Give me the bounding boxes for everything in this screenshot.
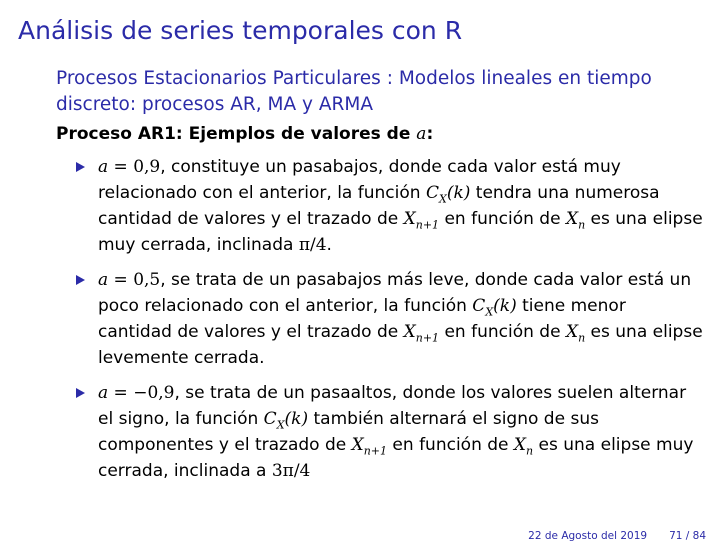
item-variable: a bbox=[98, 383, 109, 403]
footer-page-number: 71 / 84 bbox=[669, 530, 706, 542]
item-equals: = bbox=[108, 383, 134, 403]
item-x-symbol: X bbox=[403, 322, 416, 342]
footer-date: 22 de Agosto del 2019 bbox=[528, 530, 648, 542]
item-x-symbol: X bbox=[513, 435, 527, 455]
item-function-arg: (k) bbox=[446, 183, 471, 203]
item-function-subscript: X bbox=[438, 192, 447, 206]
item-value: 0,5 bbox=[133, 270, 161, 290]
item-function-symbol: C bbox=[472, 296, 486, 316]
bullet-list bbox=[76, 154, 704, 493]
item-angle: π/4 bbox=[298, 235, 327, 255]
item-x-symbol: X bbox=[565, 322, 579, 342]
item-variable: a bbox=[98, 157, 109, 177]
item-x-subscript: n bbox=[526, 444, 534, 458]
slide-title: Análisis de series temporales con R bbox=[18, 16, 463, 45]
item-text: tendra una numerosa cantidad de valores y el trazado de bbox=[98, 183, 660, 229]
block-heading-colon: : bbox=[426, 124, 434, 144]
item-function-arg: (k) bbox=[284, 409, 309, 429]
item-text: tiene menor cantidad de valores y el trazado de bbox=[98, 296, 626, 342]
item-x-symbol: X bbox=[351, 435, 364, 455]
item-variable: a bbox=[98, 270, 109, 290]
block-heading bbox=[56, 124, 433, 144]
item-function-arg: (k) bbox=[493, 296, 517, 316]
item-value: −0,9 bbox=[133, 383, 175, 403]
slide-footer bbox=[506, 530, 706, 542]
item-x-subscript: n bbox=[578, 331, 586, 345]
item-text: , se trata de un pasaaltos, donde los valores suelen alternar el signo, la función bbox=[98, 383, 687, 429]
list-item bbox=[76, 267, 704, 371]
item-text: es una elipse levemente cerrada. bbox=[98, 322, 703, 368]
item-text: también alternará el signo de sus componentes y el trazado de bbox=[98, 409, 599, 455]
item-text: es una elipse muy cerrada, inclinada a bbox=[98, 435, 694, 481]
slide-subtitle: Procesos Estacionarios Particulares : Modelos lineales en tiempo discreto: procesos AR, MA y ARMA bbox=[56, 68, 652, 115]
list-item bbox=[76, 380, 704, 484]
item-x-subscript: n+1 bbox=[415, 218, 440, 232]
item-equals: = bbox=[108, 157, 134, 177]
item-x-subscript: n+1 bbox=[415, 331, 440, 345]
item-x-subscript: n bbox=[578, 218, 586, 232]
item-text: . bbox=[326, 235, 332, 255]
item-text: , se trata de un pasabajos más leve, donde cada valor está un poco relacionado con el anterior, la función bbox=[98, 270, 692, 316]
block-heading-var: a bbox=[416, 124, 427, 144]
item-value: 0,9 bbox=[133, 157, 161, 177]
item-text: es una elipse muy cerrada, inclinada bbox=[98, 209, 703, 255]
item-equals: = bbox=[108, 270, 134, 290]
item-x-symbol: X bbox=[403, 209, 416, 229]
item-function-subscript: X bbox=[276, 418, 285, 432]
bullet-triangle-icon bbox=[76, 162, 85, 172]
item-x-subscript: n+1 bbox=[363, 444, 388, 458]
bullet-triangle-icon bbox=[76, 275, 85, 285]
item-text: , constituye un pasabajos, donde cada valor está muy relacionado con el anterior, la función bbox=[98, 157, 621, 203]
item-function-subscript: X bbox=[485, 305, 494, 319]
list-item bbox=[76, 154, 704, 258]
item-angle: 3π/4 bbox=[271, 461, 311, 481]
item-text: en función de bbox=[439, 322, 566, 342]
bullet-triangle-icon bbox=[76, 388, 85, 398]
item-function-symbol: C bbox=[263, 409, 277, 429]
item-function-symbol: C bbox=[425, 183, 439, 203]
item-text: en función de bbox=[387, 435, 514, 455]
block-heading-text: Proceso AR1: Ejemplos de valores de bbox=[56, 124, 411, 144]
item-text: en función de bbox=[439, 209, 566, 229]
item-x-symbol: X bbox=[565, 209, 579, 229]
